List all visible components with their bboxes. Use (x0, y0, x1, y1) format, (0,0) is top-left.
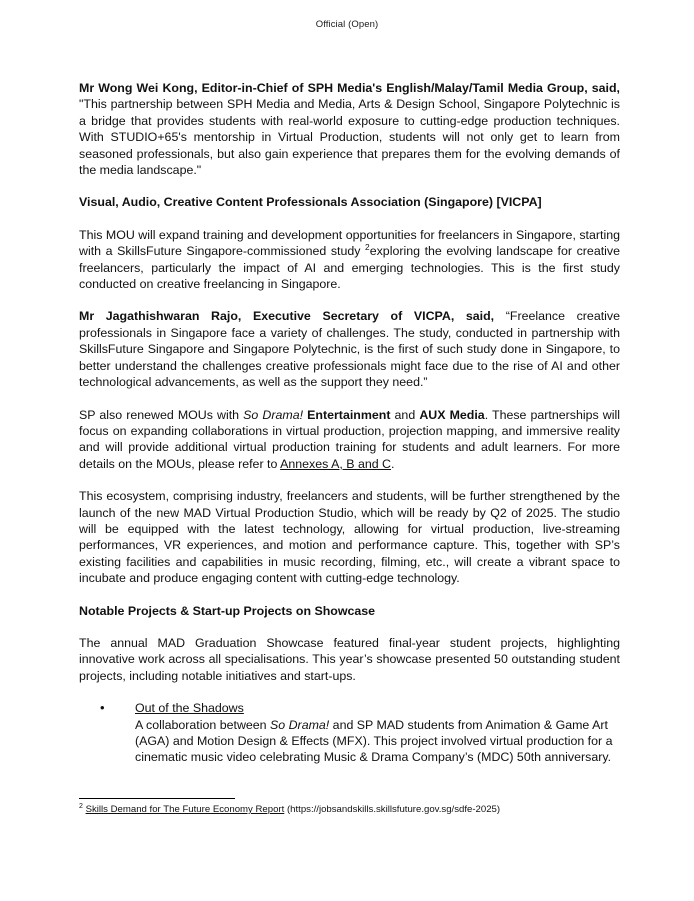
paragraph-wong-quote (79, 80, 620, 178)
footnote-number: 2 (79, 802, 83, 810)
paragraph-mou-after: exploring the evolving landscape for creative freelancers, particularly the impact of AI and emerging technologies. This is the first study conducted on creative freelancing in Singapore. (79, 244, 620, 292)
paragraph-wong-rest: "This partnership between SPH Media and Media, Arts & Design School, Singapore Polytechnic is a bridge that provides students with real-world exposure to cutting-edge production techniques. With STUDIO+65's mentorship in Virtual Production, students will not only get to learn from seasoned professionals, but also gain experience that prepares them for the evolving demands of the media landscape." (79, 97, 620, 178)
aux-media-bold: AUX Media (419, 407, 485, 422)
paragraph-rajo-rest: “Freelance creative professionals in Singapore face a variety of challenges. The study, conducted in partnership with SkillsFuture Singapore and Singapore Polytechnic, is the first of such study done in Singapore, to better understand the challenges creative professionals might face due to the rise of AI and other technological advancements, as well as the support they need.” (79, 309, 621, 390)
footnote-separator (79, 798, 235, 799)
heading-vicpa: Visual, Audio, Creative Content Professionals Association (Singapore) [VICPA] (79, 195, 542, 210)
renewed-mous-seg4: and (390, 407, 420, 422)
entertainment-bold: Entertainment (303, 407, 391, 422)
footnote-url: (https://jobsandskills.skillsfuture.gov.sg/sdfe-2025) (286, 804, 501, 815)
paragraph-mou-before: This MOU will expand training and development opportunities for freelancers in Singapore, starting with a SkillsFuture Singapore-commissioned study (79, 227, 620, 259)
paragraph-rajo-lead: Mr Jagathishwaran Rajo, Executive Secretary of VICPA, said, (79, 309, 495, 324)
paragraph-ecosystem: This ecosystem, comprising industry, freelancers and students, will be further strengthened by the launch of the new MAD Virtual Production Studio, which will be ready by Q2 of 2025. The studio will be equipped with the latest technology, allowing for virtual production, live-streaming performances, VR experiences, and motion and performance capture. This, together with SP’s existing facilities and capabilities in music recording, filming, etc., will create a vibrant space to incubate and produce engaging content with cutting-edge technology. (79, 489, 620, 586)
so-drama-italic-bullet: So Drama! (270, 717, 330, 732)
bullet-dot-icon: • (100, 700, 105, 716)
annexes-link[interactable]: Annexes A, B and C (280, 456, 392, 471)
renewed-mous-seg8: . (391, 456, 395, 471)
project-desc-seg2: and SP MAD students from Animation & Game Art (AGA) and Motion Design & Effects (MFX). This project involved virtual production for a cinematic music video celebrating Music & Drama Company’s (MDC) 50th anniversary. (135, 717, 613, 765)
classification-header: Official (Open) (315, 19, 379, 30)
document-body (79, 80, 620, 772)
footnote-reference-2[interactable]: 2 (365, 242, 370, 253)
paragraph-rajo-quote (79, 308, 620, 390)
so-drama-italic: So Drama! (243, 407, 304, 422)
renewed-mous-seg6: . These partnerships will focus on expanding collaborations in virtual production, projection mapping, and immersive reality and will provide additional virtual production training for students and adult learners. For more details on the MOUs, please refer to (79, 407, 621, 471)
paragraph-graduation-showcase: The annual MAD Graduation Showcase featured final-year student projects, highlighting innovative work across all specialisations. This year’s showcase presented 50 outstanding student projects, including notable initiatives and start-ups. (79, 635, 620, 683)
paragraph-renewed-mous (79, 407, 620, 473)
renewed-mous-seg1: SP also renewed MOUs with (79, 407, 244, 422)
paragraph-wong-lead: Mr Wong Wei Kong, Editor-in-Chief of SPH Media's English/Malay/Tamil Media Group, said, (79, 81, 620, 95)
footnote-link[interactable]: Skills Demand for The Future Economy Report (85, 804, 285, 815)
project-description (135, 717, 620, 766)
footnote-entry (79, 804, 620, 816)
notable-projects-list (79, 700, 620, 766)
list-item (79, 700, 620, 766)
project-title-link[interactable]: Out of the Shadows (135, 701, 244, 716)
project-desc-seg1: A collaboration between (135, 717, 271, 732)
paragraph-mou-study (79, 227, 620, 293)
footnote-area (79, 798, 620, 816)
heading-notable-projects: Notable Projects & Start-up Projects on Showcase (79, 603, 376, 618)
